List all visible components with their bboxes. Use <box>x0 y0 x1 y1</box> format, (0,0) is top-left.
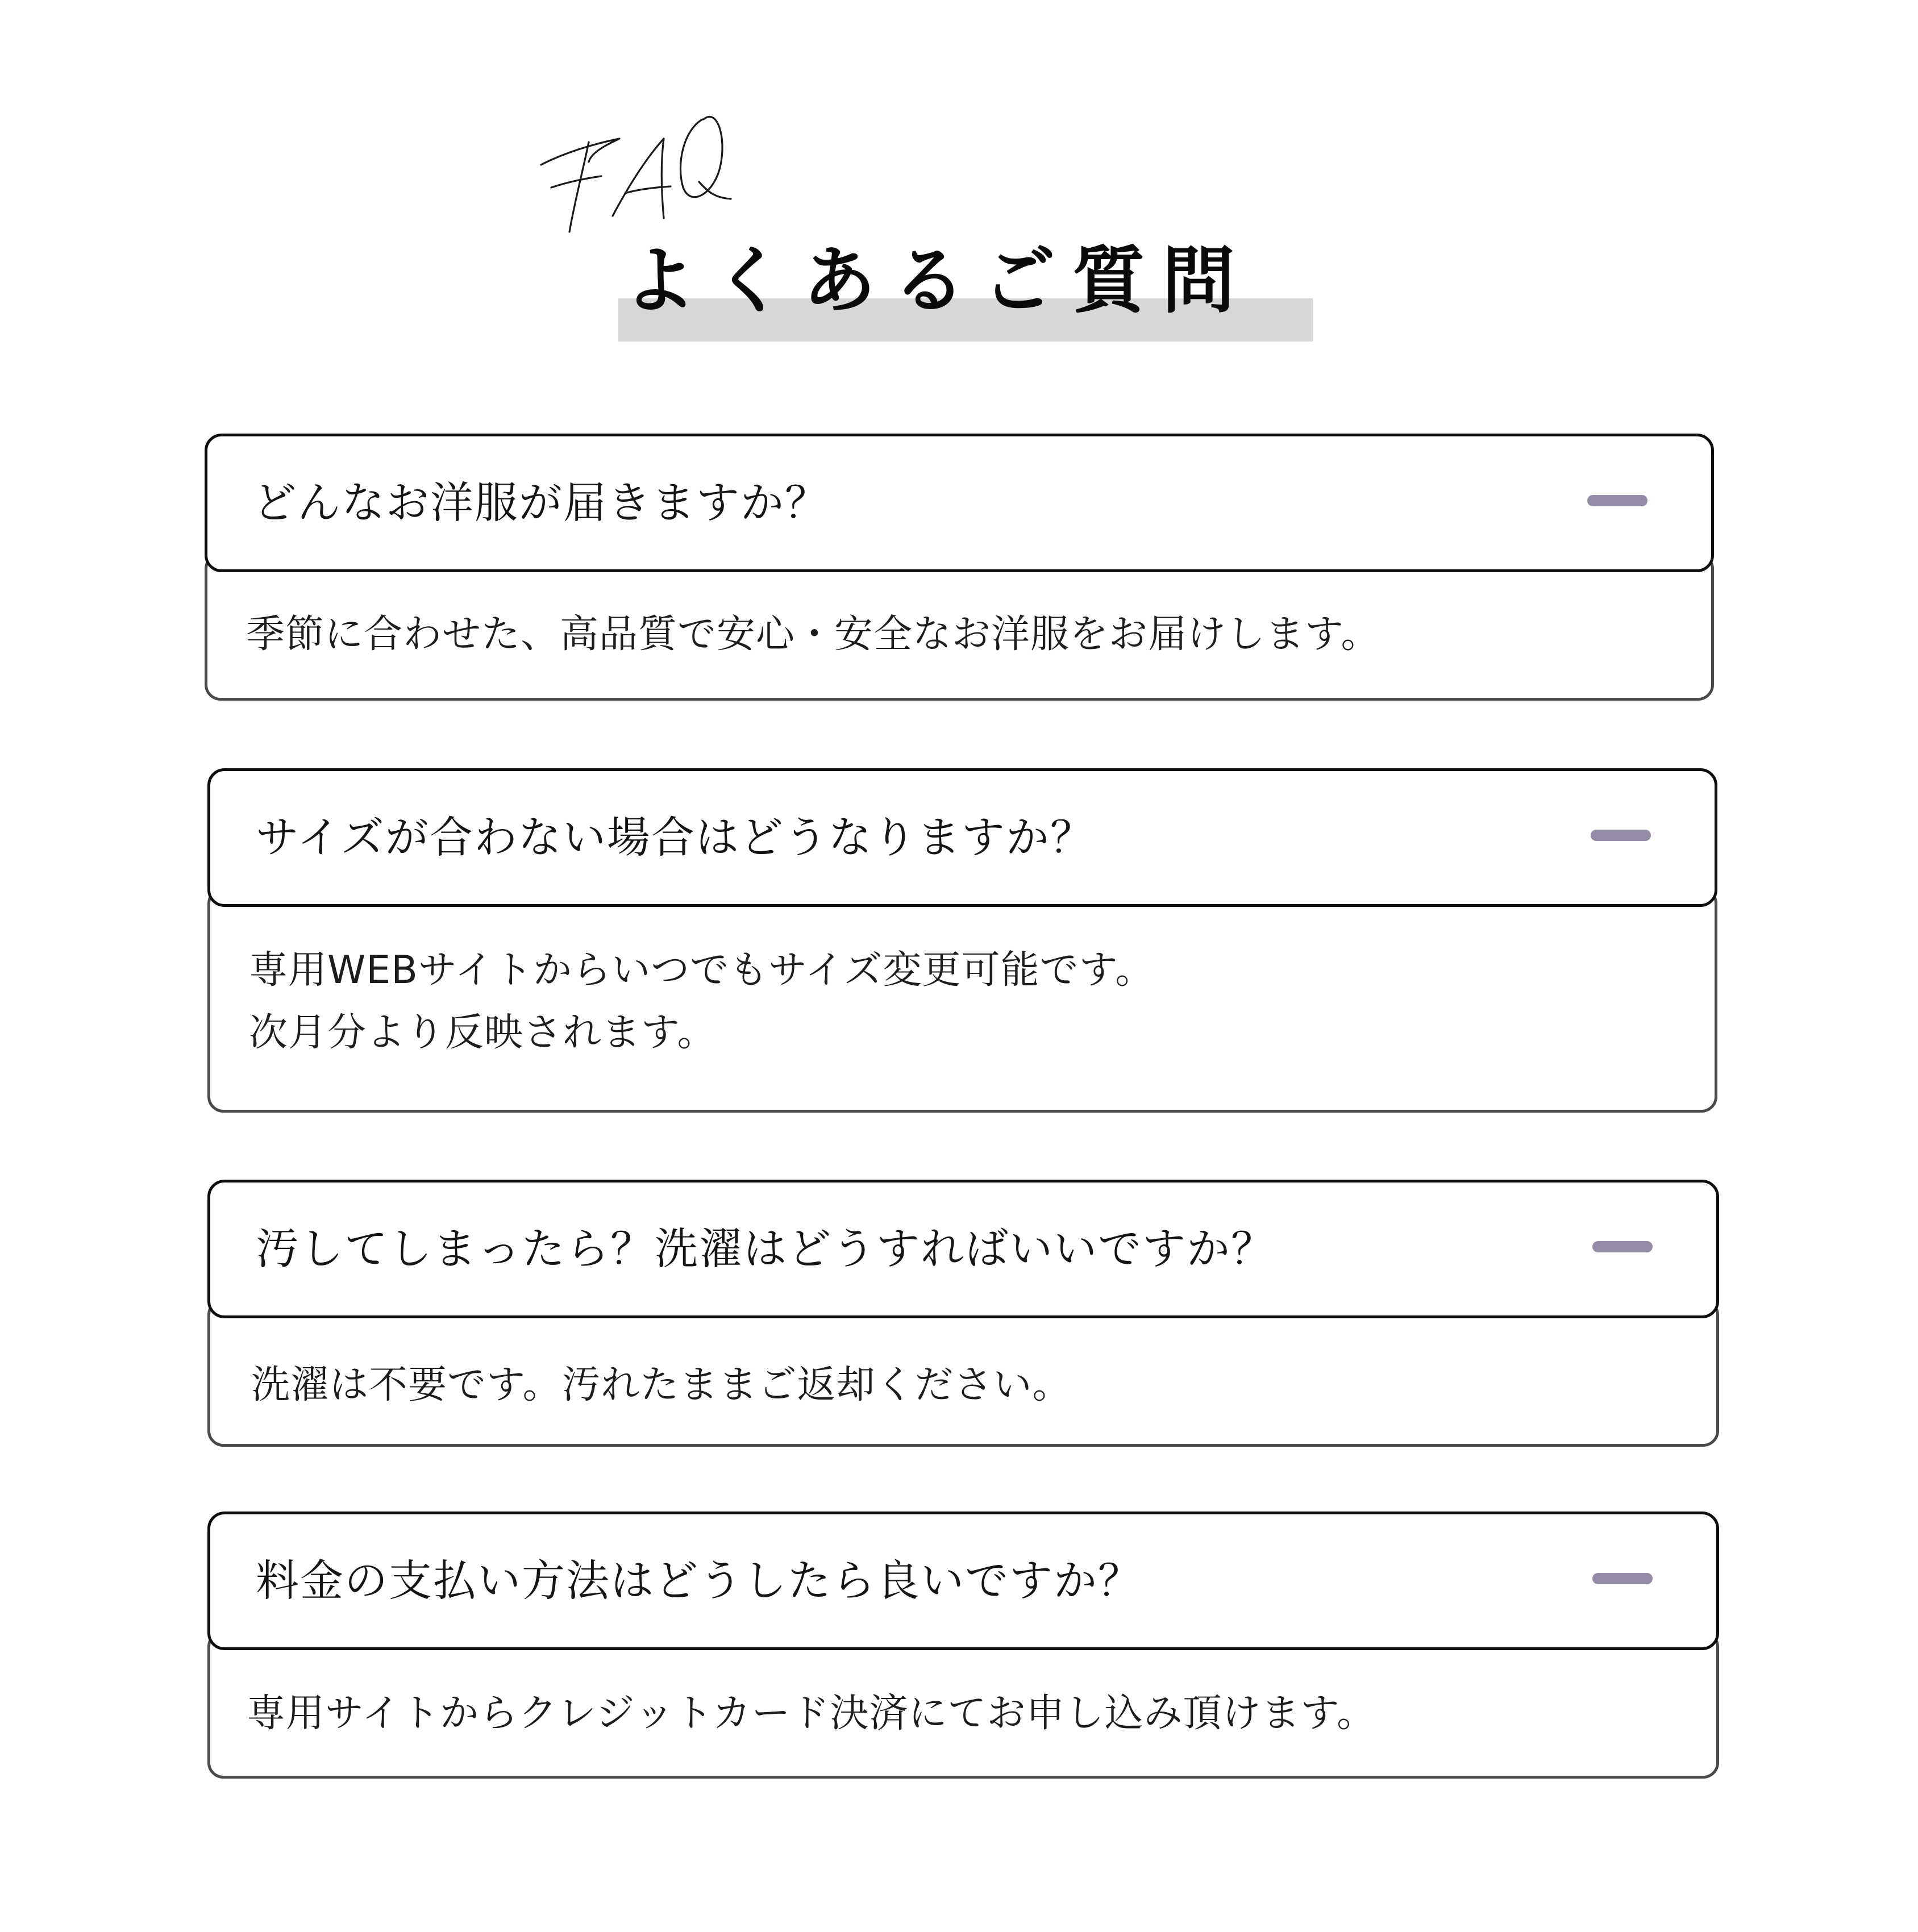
faq-item <box>205 434 1714 701</box>
faq-question: 料金の支払い方法はどうしたら良いですか？ <box>256 1555 1142 1606</box>
page-title: よくあるご質問 <box>623 239 1252 323</box>
faq-question: サイズが合わない場合はどうなりますか？ <box>256 812 1095 863</box>
minus-icon <box>1592 1573 1653 1584</box>
collapse-toggle-button[interactable] <box>1590 821 1652 850</box>
faq-answer <box>247 1683 1376 1745</box>
faq-answer <box>246 603 1380 666</box>
faq-answer-line: 洗濯は不要です。汚れたままご返却ください。 <box>251 1363 1072 1408</box>
faq-answer-panel <box>207 1631 1719 1779</box>
collapse-toggle-button[interactable] <box>1591 1233 1654 1261</box>
faq-item <box>207 768 1717 1113</box>
faq-answer-panel <box>205 553 1714 701</box>
faq-answer <box>251 1354 1072 1417</box>
minus-icon <box>1591 830 1651 841</box>
faq-question-header[interactable] <box>207 768 1717 907</box>
faq-answer-line: 専用WEBサイトからいつでもサイズ変更可能です。 <box>249 948 1155 993</box>
faq-question: どんなお洋服が届きますか？ <box>253 477 829 528</box>
faq-item <box>207 1180 1719 1447</box>
faq-answer-line: 専用サイトからクレジットカード決済にてお申し込み頂けます。 <box>247 1691 1376 1736</box>
minus-icon <box>1592 1241 1653 1252</box>
faq-answer-line: 次月分より反映されます。 <box>249 1010 717 1055</box>
faq-question: 汚してしまったら？洗濯はどうすればいいですか？ <box>256 1223 1275 1274</box>
faq-question-header[interactable] <box>207 1512 1719 1650</box>
faq-answer-panel <box>207 1299 1719 1447</box>
minus-icon <box>1587 495 1647 506</box>
faq-question-header[interactable] <box>205 434 1714 572</box>
faq-answer-line: 季節に合わせた、高品質で安心・安全なお洋服をお届けします。 <box>246 612 1380 657</box>
faq-question-header[interactable] <box>207 1180 1719 1318</box>
collapse-toggle-button[interactable] <box>1586 486 1649 515</box>
faq-answer-panel <box>207 888 1717 1113</box>
faq-item <box>207 1512 1719 1779</box>
collapse-toggle-button[interactable] <box>1591 1564 1654 1593</box>
faq-answer <box>249 939 1154 1064</box>
